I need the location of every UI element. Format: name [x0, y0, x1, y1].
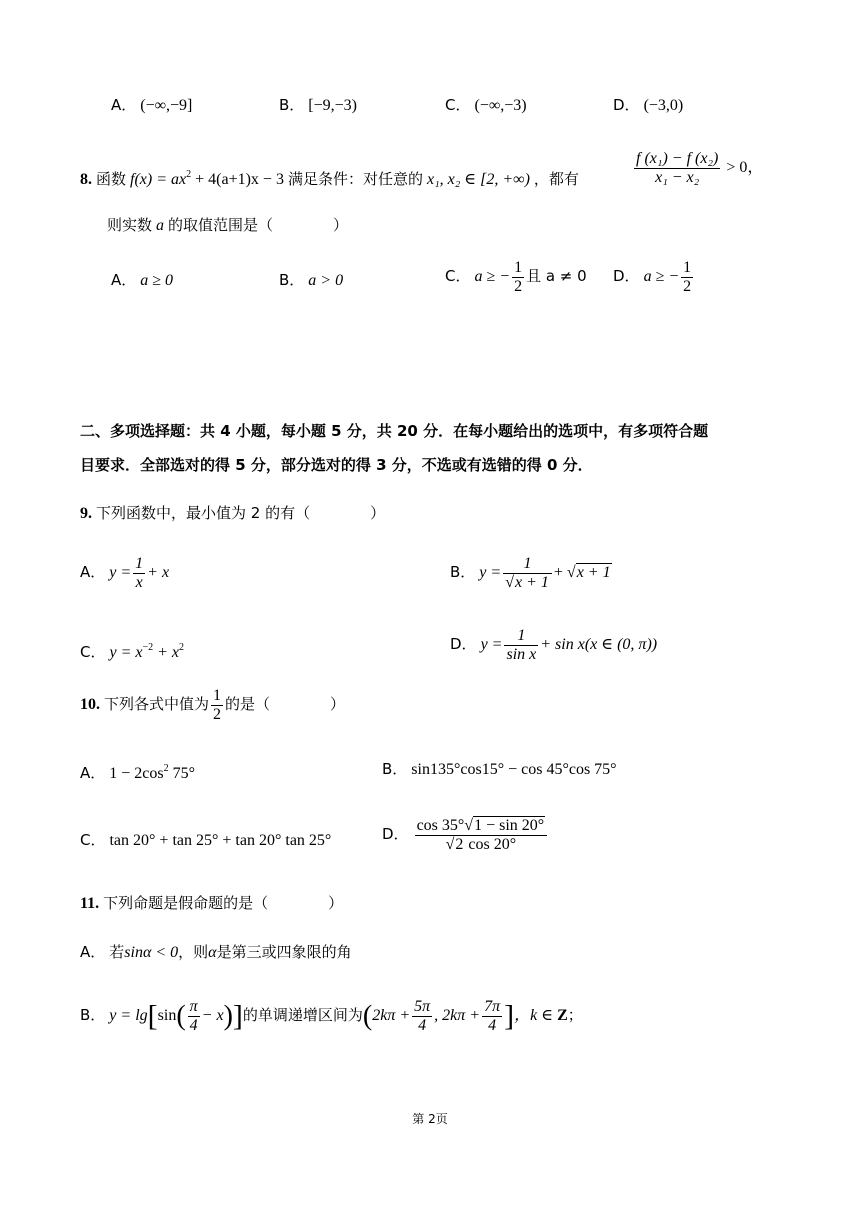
q9-option-d: D． y = $\frac{1}{\text{sin x}}$ + sin x(x ∈ (0, π)): [450, 627, 658, 663]
q8-fraction: $\frac{\text{f (x₁) − f (x₂)}}{\text{x₁ − x₂}}$ > 0，: [636, 150, 764, 186]
q8-stem-line2: 则实数 a 的取值范围是（ ）: [107, 216, 349, 234]
q9-option-c: C． $y = x^{-2} + x^2$: [80, 642, 185, 661]
q11-option-a: A． 若sinα < 0，则α是第三或四象限的角: [80, 943, 352, 961]
q10-option-d: D． $\frac{\cos 35^\circ√1 - \sin 20^\circ}{√2 \cos 20^\circ}$: [382, 817, 549, 854]
q11-stem: 11. 下列命题是假命题的是（ ）: [80, 894, 344, 912]
q7-option-b: B． [−9,−3): [279, 96, 357, 114]
q8-stem: 8. 函数 $f(x) = ax^2 + 4(a+1)x - 3$ 满足条件：对任意的 x₁, x₂ ∈ [2, +∞) ，都有: [80, 169, 579, 188]
section2-heading-line2: 目要求．全部选对的得 5 分，部分选对的得 3 分，不选或有选错的得 0 分．: [80, 456, 593, 474]
q7-option-c: C． (−∞,−3): [445, 96, 527, 114]
q10-option-b: B． sin135°cos15° − cos 45°cos 75°: [382, 760, 617, 778]
q9-stem: 9. 下列函数中，最小值为 2 的有（ ）: [80, 504, 386, 522]
page-number: 第 2页: [412, 1112, 448, 1126]
q8-option-c: C． a ≥ − $\frac{1}{2}$ 且 a ≠ 0: [445, 259, 587, 295]
q8-option-a: A． a ≥ 0: [111, 271, 174, 289]
q10-option-a: A． $1 - 2\cos^2$ 75°: [80, 763, 196, 782]
q11-option-b: B． y = lg[sin( $\frac{\pi}{4}$ − x)]的单调递增区间为(2kπ + $\frac{5\pi}{4}$ , 2kπ + $\frac{7\pi}{4}$ ]，k ∈ Z；: [80, 998, 583, 1034]
q10-option-c: C． tan 20° + tan 25° + tan 20° tan 25°: [80, 831, 332, 849]
section2-heading-line1: 二、多项选择题：共 4 小题，每小题 5 分，共 20 分．在每小题给出的选项中，有多项符合题: [80, 422, 709, 440]
q10-stem: 10. 下列各式中值为 $\frac{1}{2}$ 的是（ ）: [80, 687, 346, 723]
q7-option-d: D． (−3,0): [613, 96, 684, 114]
q8-option-d: D． a ≥ − $\frac{1}{2}$: [613, 259, 692, 295]
q9-option-a: A． y = $\frac{1}{x}$ + x: [80, 555, 170, 591]
q8-option-b: B． a > 0: [279, 271, 344, 289]
q7-option-a: A． (−∞,−9]: [111, 96, 193, 114]
q9-option-b: B． y = $\frac{1}{√x + 1}$ + √x + 1: [450, 555, 611, 591]
